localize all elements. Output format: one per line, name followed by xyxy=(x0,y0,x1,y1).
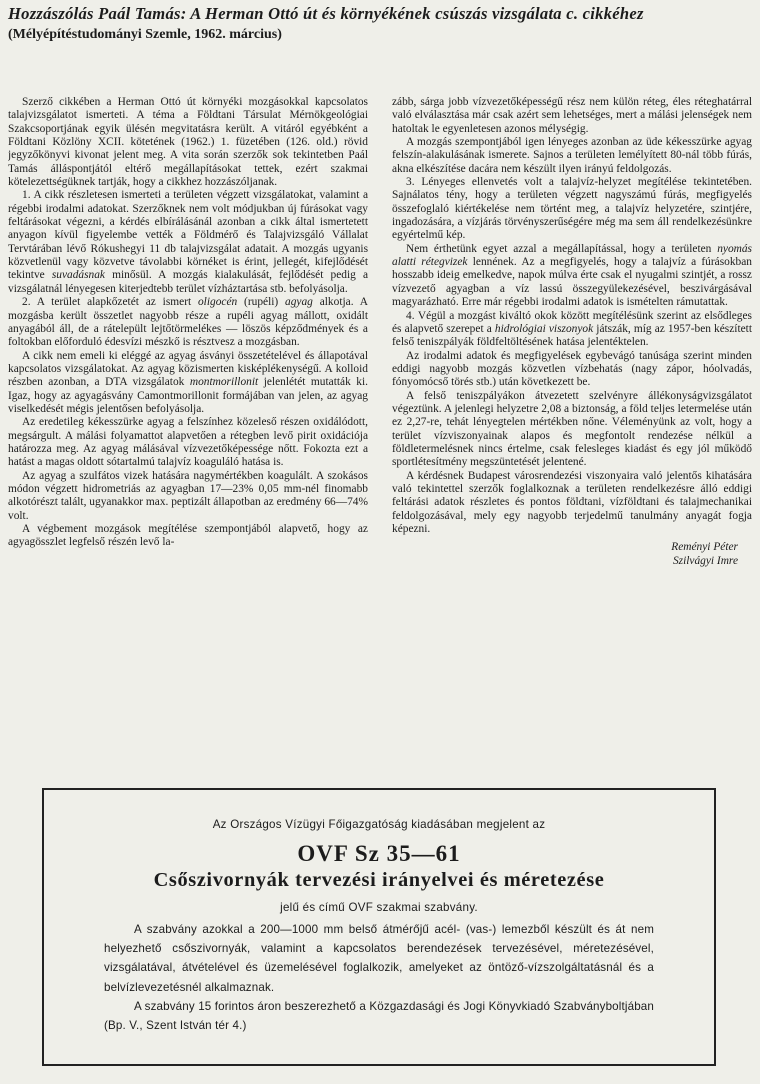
emphasis: agyag xyxy=(285,296,313,309)
ad-subtitle: jelű és című OVF szakmai szabvány. xyxy=(280,901,478,914)
paragraph: zább, sárga jobb vízvezetőképességű rész nem külön réteg, éles réteghatárral való elválasztása már csak azért sem lehetséges, mert a málási jelenségek nem hatoltak le egyenletesen azonos mélységig. xyxy=(392,96,752,135)
paragraph: A végbement mozgások megítélése szempontjából alapvető, hogy az agyagösszlet legfelső részén levő la- xyxy=(8,523,368,549)
paragraph: 4. Végül a mozgást kiváltó okok között megítélésünk szerint az elsődleges és alapvető szerepet a hidrológiai viszonyok játszák, míg az 1957-ben készített felső teniszpályák földfeltöltésének hatása jelentéktelen. xyxy=(392,309,752,349)
article-source: (Mélyépítéstudományi Szemle, 1962. március) xyxy=(8,27,282,42)
ad-paragraph: A szabvány 15 forintos áron beszerezhető a Közgazdasági és Jogi Könyvkiadó Szabványboltjában (Bp. V., Szent István tér 4.) xyxy=(104,999,654,1033)
paragraph: Az agyag a szulfátos vizek hatására nagymértékben koagulált. A szokásos módon végzett hidrometriás az agyagban 17—23% 0,05 mm-nél finomabb alkotórészt talált, ugyanakkor max. peptizált állapotban az eredmény 66—74% volt. xyxy=(8,469,368,522)
ad-title: Csőszivornyák tervezési irányelvei és méretezése xyxy=(153,869,605,891)
ad-paragraph: A szabvány azokkal a 200—1000 mm belső átmérőjű acél- (vas-) lemezből készült és át nem helyezhető csőszivornyák, valamint a kapcsolatos berendezések tervezésével, méretezésével, vizsgálatával, átvételével és üzemelésével foglalkozik, amelyeket az öntöző-vízszolgáltatásnál és a belvízlevezetésnél alkalmaznak. xyxy=(104,923,654,994)
author-name: Szilvágyi Imre xyxy=(672,555,738,568)
author-name: Reményi Péter xyxy=(671,541,738,554)
emphasis: hidrológiai viszonyok xyxy=(494,322,594,335)
paragraph: Nem érthetünk egyet azzal a megállapítással, hogy a területen nyomás alatti rétegvizek lennének. Az a megfigyelés, hogy a talajvíz a fúrásokban hosszabb ideig emelkedve, napok múlva érte csak el nyugalmi szintjét, a rossz vízvezető agyagban a víz lassú összegyülekezésével, beszivárgásával magyarázható. Erre már régebbi irodalmi adatok is ismételten rámutattak. xyxy=(392,242,752,309)
advertisement-box xyxy=(42,788,716,1066)
paragraph: A mozgás szempontjából igen lényeges azonban az üde kékesszürke agyag felszín-alakulásának ismerete. Sajnos a területen lemélyített 80-nál több fúrás, akna elkészítése dacára nem készült ilyen irányú feldolgozás. xyxy=(392,136,752,175)
ad-standard-code: OVF Sz 35—61 xyxy=(297,841,461,866)
ad-intro: Az Országos Vízügyi Főigazgatóság kiadásában megjelent az xyxy=(212,818,546,831)
article-header xyxy=(8,4,752,44)
left-column xyxy=(8,96,368,758)
paragraph: A cikk nem emeli ki eléggé az agyag ásványi összetételével és állapotával kapcsolatos vizsgálatokat. Az agyag közismerten kisképlékenységű. A kolloid részben azonban, a DTA vizsgálatok montmorillonit jelenlétét mutatták ki. Igaz, hogy az agyagásvány Camontmorillonit formájában van jelen, az agyag viselkedését mégis jelentősen befolyásolja. xyxy=(8,349,368,415)
paragraph: Az irodalmi adatok és megfigyelések egybevágó tanúsága szerint minden eddigi nagyobb mozgás közvetlen vízbehatás (nagy zápor, hóolvadás, fónyomócső törés stb.) után következett be. xyxy=(392,349,752,389)
right-column xyxy=(392,96,752,758)
paragraph: 1. A cikk részletesen ismerteti a területen végzett vizsgálatokat, valamint a régebbi irodalmi adatokat. Szerzőknek nem volt módjukban új fúrásokat vagy feltárásokat végezni, a kérdés elbírálásánál azonban a cikk által ismertetett anyagon kívül figyelembe vették a Földmérő és Talajvizsgáló Vállalat Tervtárában lévő Rókushegyi 11 db talajvizsgálat adatait. A mozgás ugyanis közvetlenül vagy közvetve távolabbi körnéket is érint, jellegét, kifejlődését tekintve suvadásnak minősül. A mozgás kialakulását, fejlődését pedig a vizsgálatnál lényegesen kiterjedtebb terület vízháztartása stb. befolyásolja. xyxy=(8,189,368,295)
emphasis: oligocén xyxy=(197,296,238,309)
paragraph: 2. A terület alapkőzetét az ismert oligocén (rupéli) agyag alkotja. A mozgásba került összetlet nagyobb része a rupéli agyag mállott, oxidált anyagából áll, de a rátelepült lejtőtörmelékes — löszös képződmények és a foltokban előforduló édesvízi mészkő is résztvesz a mozgásban. xyxy=(8,296,368,349)
ad-body xyxy=(104,920,654,1035)
signature xyxy=(392,540,752,568)
paragraph: 3. Lényeges ellenvetés volt a talajvíz-helyzet megítélése tekintetében. Sajnálatos tény, hogy a területen végzett nagyszámú fúrás, megfigyelés összefoglaló kiértékelése nem történt meg, a talajvíz helyzetére, szintjére, ingadozására, a vízjárás törvényszerűségére még ma sem áll rendelkezésünkre egyértelmű kép. xyxy=(392,176,752,242)
paragraph: Az eredetileg kékesszürke agyag a felszínhez közeleső részen oxidálódott, megsárgult. A málási folyamattot alapvetően a rétegben levő pirit oxidációja határozza meg. Az agyag málásával vízvezetőképessége nőtt. Fokozta ezt a hatást a magas oldott sótartalmú talajvíz koaguláló hatása is. xyxy=(8,416,368,469)
paragraph: Szerző cikkében a Herman Ottó út környéki mozgásokkal kapcsolatos talajvizsgálatot ismerteti. A téma a Földtani Társulat Mérnökgeológiai Szakcsoportjának egyik ülésén megvitatásra került. A vitáról egyébként a Földtani Közlöny XCII. kötetének (1962.) 1. füzetében (126. old.) rövid jegyzőkönyvi kivonat jelent meg. A vita során szerzők sok tekintetben Paál Tamás álláspontjától eltérő megállapításokat tettek, ezért szakmai kötelezettségüknek tartják, hogy a cikkhez hozzászóljanak. xyxy=(8,96,368,189)
paragraph: A felső teniszpályákon átvezetett szelvényre állékonyságvizsgálatot végeztünk. A jelenlegi helyzetre 2,08 a biztonság, a föld teljes letermelése után ez 2,27-re, tehát lényegtelen mértékben nőne. Véleményünk az volt, hogy a terület vízviszonyainak alapos és megfontolt rendezése nélkül a földletermelésnek nincs értelme, csak felesleges kiadást és egy jól működő sportlétesítmény megszüntetését jelentené. xyxy=(392,389,752,469)
paragraph: A kérdésnek Budapest városrendezési viszonyaira való jelentős kihatására való tekintettel szerzők foglalkoznak a területen rendelkezésre álló eddigi feltárási adatok részletes és pontos földtani, vízföldtani és talajmechanikai feldolgozásával, mely egy nagyobb terjedelmű tanulmány anyagát fogja képezni. xyxy=(392,469,752,535)
emphasis: montmorillonit xyxy=(189,376,259,389)
emphasis: nyomás alatti rétegvizek xyxy=(392,242,752,269)
article-body xyxy=(8,96,752,758)
article-title: Hozzászólás Paál Tamás: A Herman Ottó út és környékének csúszás vizsgálata c. cikkéhez xyxy=(8,4,644,23)
emphasis: suvadásnak xyxy=(51,269,105,282)
